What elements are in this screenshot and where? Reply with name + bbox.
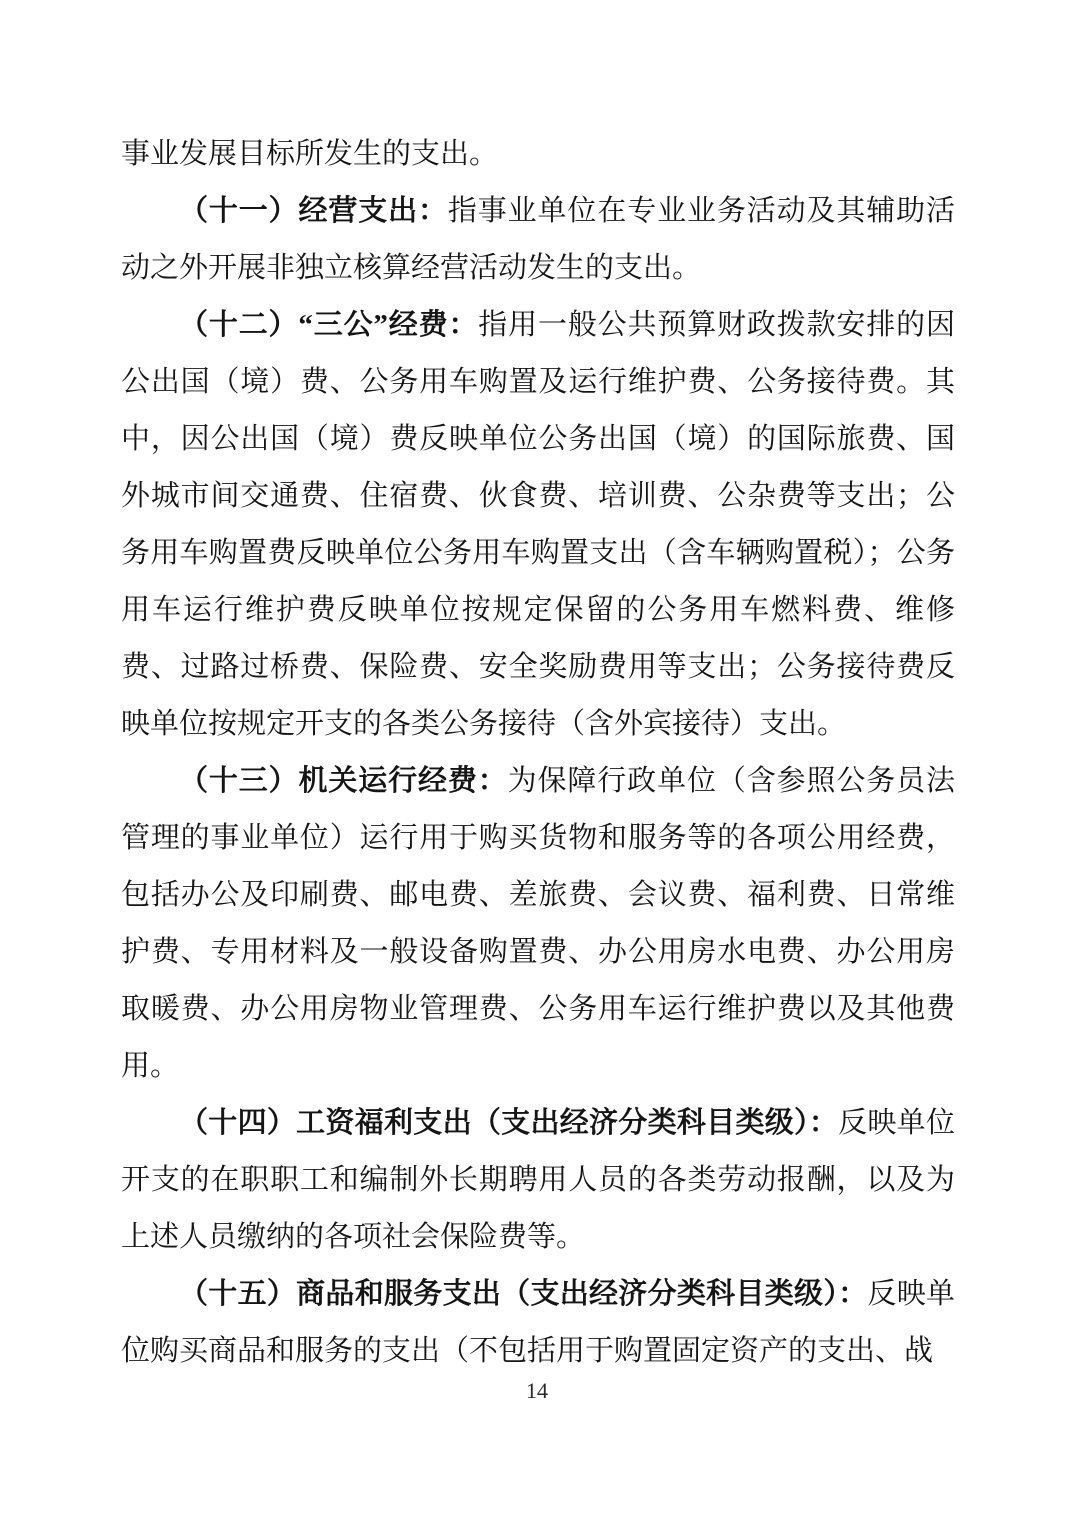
paragraph-heading: （十三）机关运行经费：	[179, 765, 508, 797]
paragraph-text: 指事业单位在专业业务活动及其辅助活动之外开展非独立核算经营活动发生的支出。	[121, 195, 955, 284]
paragraph-text: 为保障行政单位（含参照公务员法管理的事业单位）运行用于购买货物和服务等的各项公用经费，包括办公及印刷费、邮电费、差旅费、会议费、福利费、日常维护费、专用材料及一般设备购置费、办公用房水电费、办公用房取暖费、办公用房物业管理费、公务用车运行维护费以及其他费用。	[121, 765, 955, 1082]
paragraph-item-12	[121, 297, 955, 753]
paragraph-heading: （十四）工资福利支出（支出经济分类科目类级）：	[179, 1107, 839, 1139]
paragraph-item-14	[121, 1095, 955, 1266]
paragraph-item-11	[121, 183, 955, 297]
page-body-text	[121, 126, 955, 1380]
page-footer	[0, 1378, 1074, 1404]
paragraph-text: 反映单位购买商品和服务的支出（不包括用于购置固定资产的支出、战	[121, 1278, 955, 1367]
paragraph-text: 指用一般公共预算财政拨款安排的因公出国（境）费、公务用车购置及运行维护费、公务接待费。其中，因公出国（境）费反映单位公务出国（境）的国际旅费、国外城市间交通费、住宿费、伙食费、培训费、公杂费等支出；公务用车购置费反映单位公务用车购置支出（含车辆购置税）；公务用车运行维护费反映单位按规定保留的公务用车燃料费、维修费、过路过桥费、保险费、安全奖励费用等支出；公务接待费反映单位按规定开支的各类公务接待（含外宾接待）支出。	[121, 309, 955, 740]
paragraph-heading: （十二）“三公”经费：	[179, 309, 479, 341]
page-number: 14	[526, 1378, 548, 1403]
paragraph-item-15	[121, 1266, 955, 1380]
paragraph-text: 反映单位开支的在职职工和编制外长期聘用人员的各类劳动报酬，以及为上述人员缴纳的各项社会保险费等。	[121, 1107, 955, 1253]
paragraph-heading: （十五）商品和服务支出（支出经济分类科目类级）：	[179, 1278, 868, 1310]
paragraph-item-13	[121, 753, 955, 1095]
paragraph-text: 事业发展目标所发生的支出。	[121, 138, 499, 170]
paragraph-continuation	[121, 126, 955, 183]
paragraph-heading: （十一）经营支出：	[179, 195, 448, 227]
